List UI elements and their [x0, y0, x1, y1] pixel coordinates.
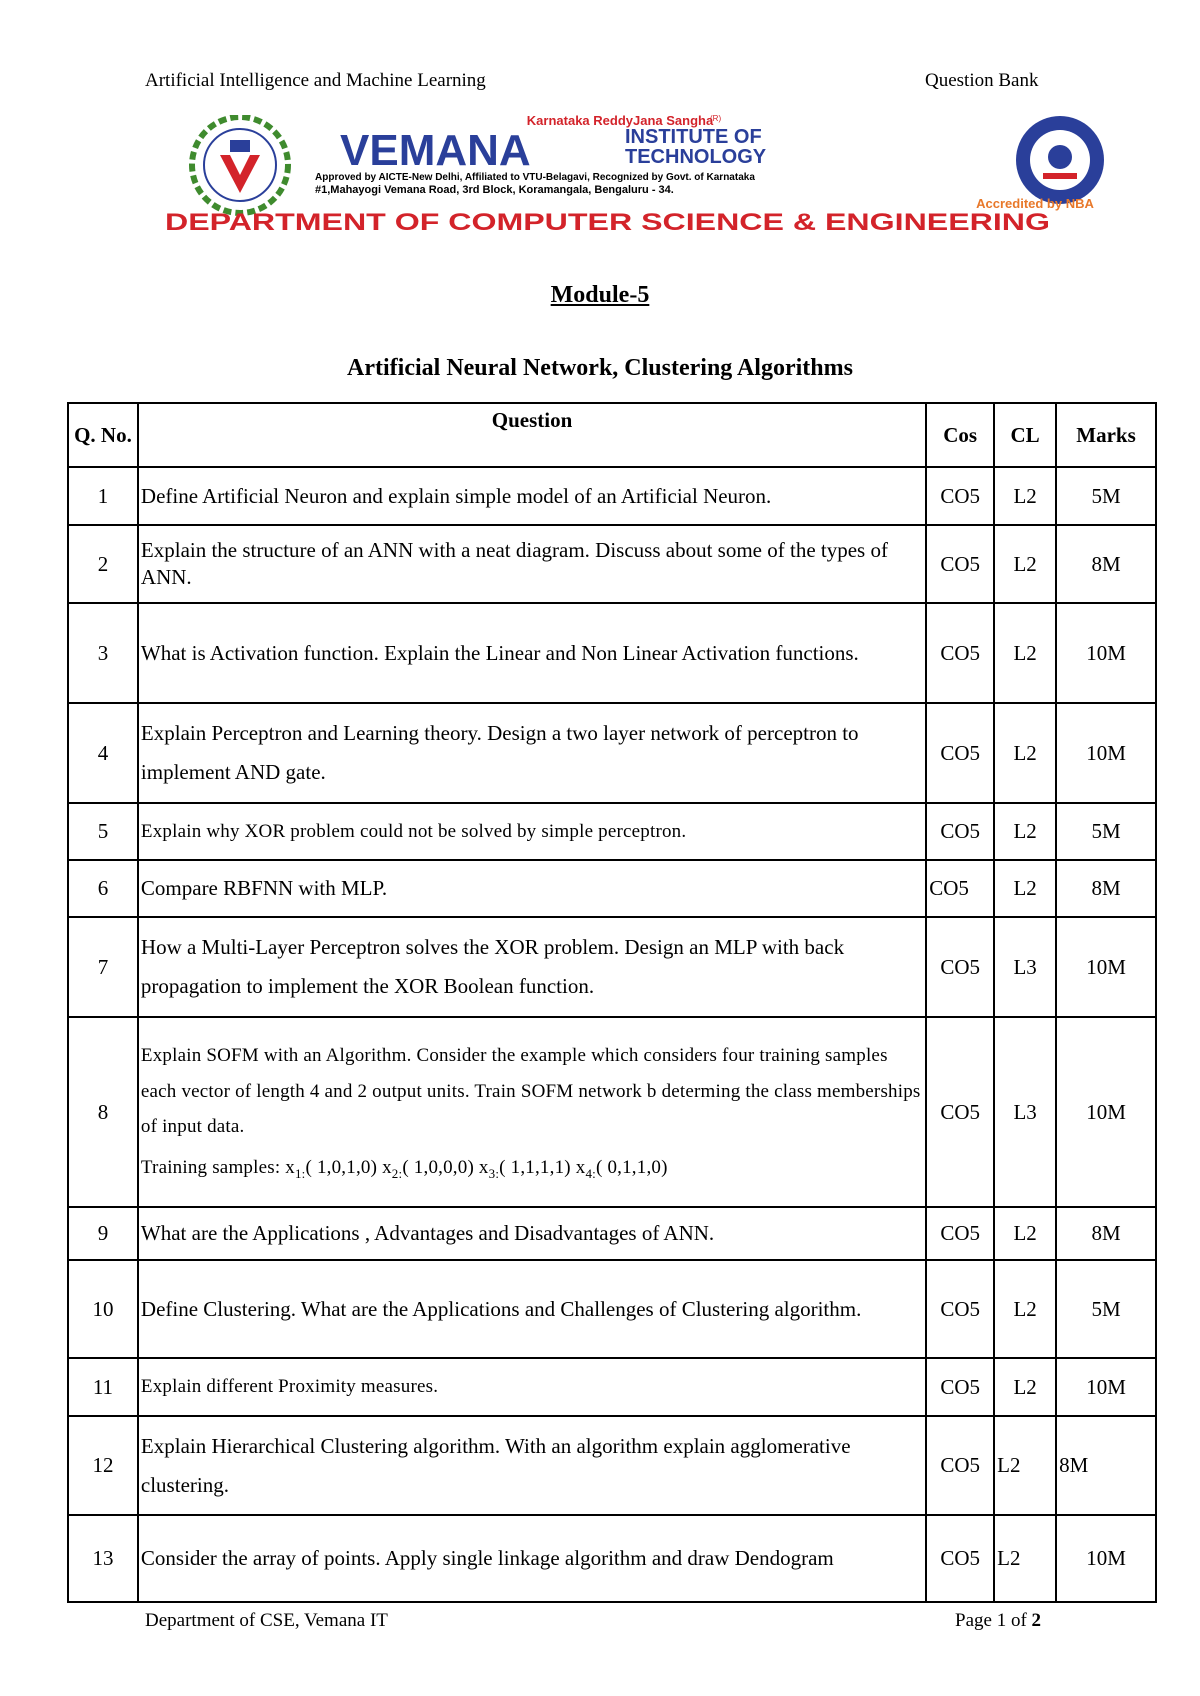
page-subtitle: Artificial Neural Network, Clustering Algorithms	[347, 355, 853, 381]
table-row	[68, 803, 1156, 860]
row-cl: L2	[994, 803, 1056, 860]
table-row	[68, 1260, 1156, 1358]
row-cl: L2	[994, 525, 1056, 603]
row-co: CO5	[926, 525, 994, 603]
institute-emblem-icon	[192, 117, 288, 213]
row-number: 3	[68, 603, 138, 703]
row-marks: 10M	[1056, 703, 1156, 803]
row-cl: L2	[994, 1260, 1056, 1358]
row-question: What is Activation function. Explain the Linear and Non Linear Activation functions.	[138, 603, 926, 703]
row-marks: 8M	[1056, 525, 1156, 603]
row-cl: L2	[994, 1358, 1056, 1416]
row-co: CO5	[926, 603, 994, 703]
row-number: 11	[68, 1358, 138, 1416]
row-marks: 5M	[1056, 1260, 1156, 1358]
row-cl: L3	[994, 917, 1056, 1017]
row-marks: 10M	[1056, 917, 1156, 1017]
header-question: Question	[138, 403, 926, 467]
row-marks: 10M	[1056, 603, 1156, 703]
row-co: CO5	[926, 803, 994, 860]
table-row	[68, 467, 1156, 525]
row-number: 4	[68, 703, 138, 803]
footer-department: Department of CSE, Vemana IT	[145, 1610, 388, 1631]
sangha-reg-text: (R)	[710, 115, 722, 123]
header-course-title: Artificial Intelligence and Machine Learning	[145, 70, 486, 91]
row-cl: L2	[994, 1207, 1056, 1260]
row-marks: 5M	[1056, 803, 1156, 860]
institute-banner	[165, 115, 1140, 265]
row-co: CO5	[926, 1515, 994, 1602]
row-number: 12	[68, 1416, 138, 1515]
row-cl: L2	[994, 703, 1056, 803]
address-text: #1,Mahayogi Vemana Road, 3rd Block, Koramangala, Bengaluru - 34.	[315, 184, 674, 196]
department-text: DEPARTMENT OF COMPUTER SCIENCE & ENGINEERING	[165, 209, 1050, 236]
row-co: CO5	[926, 917, 994, 1017]
nba-emblem-icon	[1016, 116, 1104, 204]
sample: $x_{2:}$( 1,0,0,0)	[382, 1156, 474, 1181]
question-table	[67, 402, 1157, 1603]
row-question: What are the Applications , Advantages and Disadvantages of ANN.	[138, 1207, 926, 1260]
table-row	[68, 1515, 1156, 1602]
row-co: CO5	[926, 1260, 994, 1358]
header-cos: Cos	[926, 403, 994, 467]
table-row	[68, 1358, 1156, 1416]
row-marks: 8M	[1056, 860, 1156, 917]
row-number: 1	[68, 467, 138, 525]
row-cl: L2	[994, 860, 1056, 917]
table-row	[68, 917, 1156, 1017]
table-row	[68, 525, 1156, 603]
row-cl: L2	[994, 1416, 1056, 1515]
institute-name-line2: TECHNOLOGY	[625, 146, 767, 168]
row-question: Explain Perceptron and Learning theory. Design a two layer network of perceptron to implement AND gate.	[138, 703, 926, 803]
row-number: 9	[68, 1207, 138, 1260]
row-cl: L2	[994, 1515, 1056, 1602]
table-row	[68, 860, 1156, 917]
row-marks: 8M	[1056, 1416, 1156, 1515]
row-question: Consider the array of points. Apply single linkage algorithm and draw Dendogram	[138, 1515, 926, 1602]
training-samples	[141, 1150, 923, 1186]
row-question: Explain the structure of an ANN with a neat diagram. Discuss about some of the types of ANN.	[138, 525, 926, 603]
row-number: 8	[68, 1017, 138, 1207]
row-number: 10	[68, 1260, 138, 1358]
sample: $x_{3:}$( 1,1,1,1)	[478, 1156, 571, 1181]
row-question: Define Artificial Neuron and explain simple model of an Artificial Neuron.	[138, 467, 926, 525]
row-marks: 10M	[1056, 1515, 1156, 1602]
row-number: 7	[68, 917, 138, 1017]
header-cl: CL	[994, 403, 1056, 467]
row-number: 5	[68, 803, 138, 860]
header-marks: Marks	[1056, 403, 1156, 467]
row-marks: 5M	[1056, 467, 1156, 525]
institute-name-big: VEMANA	[340, 126, 531, 175]
row-co: CO5	[926, 1207, 994, 1260]
row-cl: L2	[994, 467, 1056, 525]
row-question: How a Multi-Layer Perceptron solves the XOR problem. Design an MLP with back propagation to implement the XOR Boolean function.	[138, 917, 926, 1017]
table-header-row	[68, 403, 1156, 467]
approval-text: Approved by AICTE-New Delhi, Affiliated to VTU-Belagavi, Recognized by Govt. of Karnataka	[315, 172, 755, 183]
row-number: 13	[68, 1515, 138, 1602]
row-question: Define Clustering. What are the Applications and Challenges of Clustering algorithm.	[138, 1260, 926, 1358]
header-doc-type: Question Bank	[925, 70, 1039, 91]
row-co: CO5	[926, 1358, 994, 1416]
training-label: Training samples:	[140, 1156, 281, 1178]
institute-name-line1: INSTITUTE OF	[625, 126, 762, 148]
row-question: Compare RBFNN with MLP.	[138, 860, 926, 917]
table-row	[68, 603, 1156, 703]
row-co: CO5	[926, 467, 994, 525]
header-qno: Q. No.	[68, 403, 138, 467]
row-cl: L3	[994, 1017, 1056, 1207]
row-question: Explain why XOR problem could not be solved by simple perceptron.	[138, 803, 926, 860]
row-number: 2	[68, 525, 138, 603]
accredited-text: Accredited by NBA	[976, 196, 1094, 211]
row-co: CO5	[926, 1416, 994, 1515]
row-cl: L2	[994, 603, 1056, 703]
table-row	[68, 1207, 1156, 1260]
row-co: CO5	[926, 1017, 994, 1207]
sample: $x_{4:}$( 0,1,1,0)	[575, 1156, 668, 1181]
row-question: Explain SOFM with an Algorithm. Consider the example which considers four training samples each vector of length 4 and 2 output units. Train SOFM network b determing the class memberships of input data.	[140, 1045, 921, 1137]
sangha-text: Karnataka ReddyJana Sangha	[526, 115, 714, 128]
row-marks: 8M	[1056, 1207, 1156, 1260]
row-question-cell	[138, 1017, 926, 1207]
sample: $x_{1:}$( 1,0,1,0)	[285, 1156, 378, 1181]
footer-page-number: Page 1 of 2	[955, 1610, 1042, 1631]
row-co: CO5	[926, 703, 994, 803]
row-question: Explain Hierarchical Clustering algorithm. With an algorithm explain agglomerative clustering.	[138, 1416, 926, 1515]
module-title: Module-5	[550, 282, 650, 308]
table-row	[68, 1017, 1156, 1207]
table-row	[68, 1416, 1156, 1515]
row-number: 6	[68, 860, 138, 917]
table-row	[68, 703, 1156, 803]
row-co: CO5	[926, 860, 994, 917]
row-marks: 10M	[1056, 1358, 1156, 1416]
row-marks: 10M	[1056, 1017, 1156, 1207]
row-question: Explain different Proximity measures.	[138, 1358, 926, 1416]
